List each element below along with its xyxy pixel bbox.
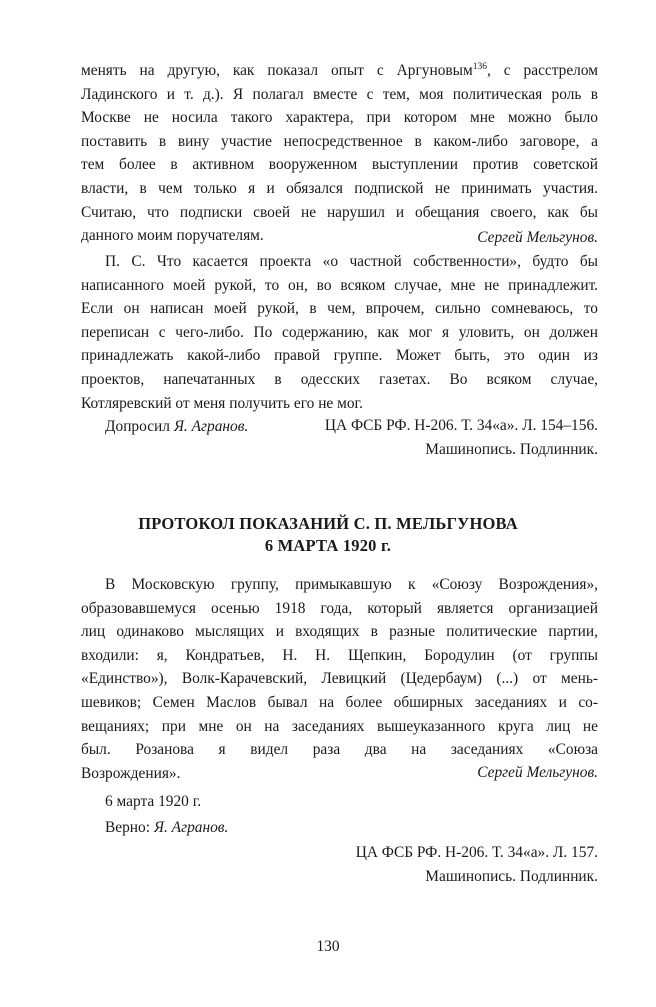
signature: Сергей Мельгунов.: [477, 764, 598, 781]
text-line: образовавшемуся осенью 1918 года, который является организацией: [81, 599, 598, 617]
text-line: менять на другую, как показал опыт с Аргуновым$^{136}$, с расстрелом: [81, 61, 598, 79]
text-line: тем более в активном вооруженном выступлении против советской: [81, 156, 598, 174]
date: 6 марта 1920 г.: [105, 793, 202, 810]
text-line: входили: я, Кондратьев, Н. Н. Щепкин, Бородулин (от группы: [81, 646, 598, 664]
verifier: Я. Агранов.: [153, 819, 229, 836]
text-line: шевиков; Семен Маслов бывал на более обширных заседаниях и со-: [81, 693, 598, 711]
signature: Сергей Мельгунов.: [477, 229, 598, 246]
text-line: данного моим поручателям.: [81, 227, 264, 245]
protocol-signature: [81, 761, 598, 785]
text-line: П. С. Что касается проекта «о частной собственности», будто бы: [105, 253, 598, 270]
text-line: вещаниях; при мне он на заседаниях вышеуказанного круга лиц не: [81, 717, 598, 735]
protocol-date: [81, 790, 598, 814]
text-line: переписан с чего-либо. По содержанию, как мог я уловить, он должен: [81, 323, 598, 341]
signature-block: [81, 226, 598, 250]
interrogator: Я. Агранов.: [173, 418, 249, 436]
text-line: написанного моей рукой, то он, во всяком случае, мне не принадлежит.: [81, 276, 598, 294]
postscript: [81, 250, 598, 439]
source-reference: [81, 414, 598, 461]
footnote-ref[interactable]: 136: [472, 61, 488, 72]
text-line: Котляревский от меня получить его не мог.: [81, 394, 363, 412]
text-line: Москве не носила такого характера, при котором мне можно было: [81, 109, 598, 127]
interrogated-line: Допросил Я. Агранов.: [105, 418, 249, 436]
text-line: поставить в вину участие непосредственное в каком-либо заговоре, а: [81, 132, 598, 150]
text-line: принадлежать какой-либо правой группе. Может быть, это один из: [81, 347, 598, 365]
text-line: Если он написан моей рукой, в чем, впрочем, сильно сомневаюсь, то: [81, 300, 598, 318]
statement-continuation: [81, 59, 598, 248]
text-line: Считаю, что подписки своей не нарушил и обещания своего, как бы: [81, 203, 598, 221]
text-line: «Единство»), Волк-Карачевский, Левицкий (Цедербаум) (...) от мень-: [81, 670, 598, 688]
section-title: ПРОТОКОЛ ПОКАЗАНИЙ С. П. МЕЛЬГУНОВА 6 МАРТА 1920 г.: [138, 514, 518, 555]
text-line: был. Розанова я видел раза два на заседаниях «Союза: [81, 741, 598, 759]
text-line: лиц одинаково мыслящих и входящих в разные политические партии,: [81, 623, 598, 641]
verified-line: Верно: Я. Агранов.: [105, 819, 229, 836]
text-line: власти, в чем только я и обязался подпиской не принимать участия.: [81, 179, 598, 197]
text-line: Ладинского и т. д.). Я полагал вместе с тем, моя политическая роль в: [81, 85, 598, 103]
text-line: Возрождения».: [81, 764, 181, 782]
source-note: Машинопись. Подлинник.: [425, 867, 598, 885]
source-note: Машинопись. Подлинник.: [425, 440, 598, 458]
text-line: В Московскую группу, примыкавшую к «Союзу Возрождения»,: [105, 576, 598, 593]
page-number: 130: [316, 938, 340, 955]
protocol-source: [81, 841, 598, 888]
verification: [81, 816, 598, 840]
archive-source: ЦА ФСБ РФ. Н-206. Т. 34«а». Л. 154–156.: [324, 417, 598, 434]
archive-source: ЦА ФСБ РФ. Н-206. Т. 34«а». Л. 157.: [355, 844, 598, 861]
protocol-body: [81, 573, 598, 785]
text-line: проектов, напечатанных в одесских газетах. Во всяком случае,: [81, 370, 598, 388]
